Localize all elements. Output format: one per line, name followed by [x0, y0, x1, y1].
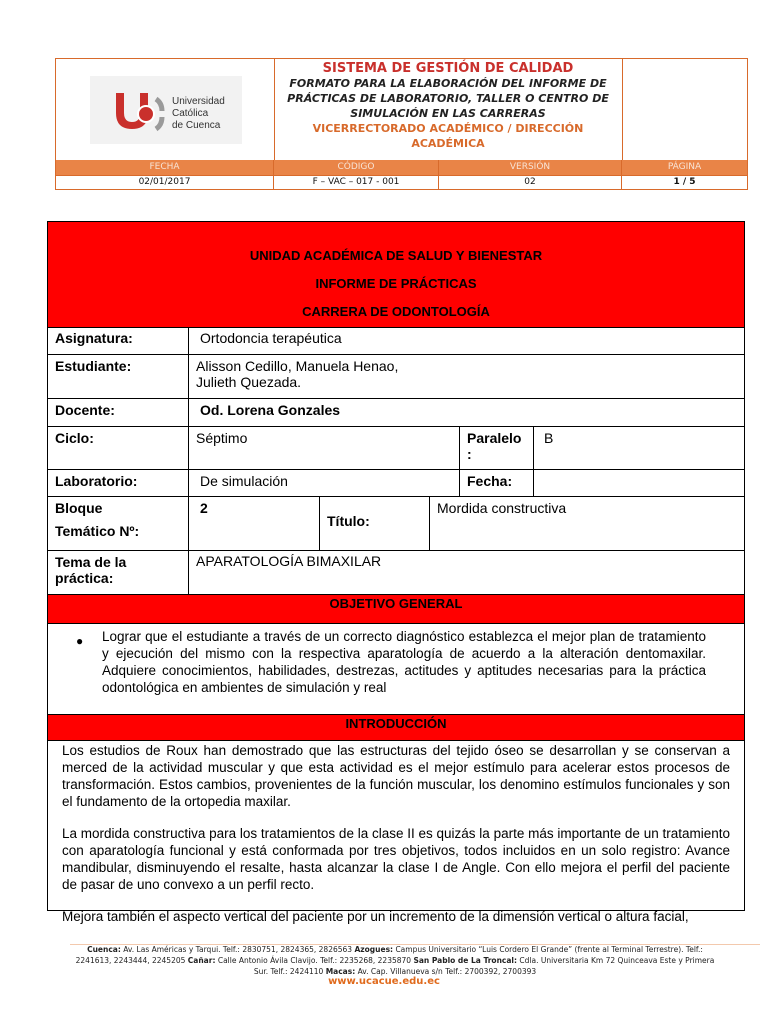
asignatura-value: Ortodoncia terapéutica: [200, 330, 342, 346]
ciclo-value: Séptimo: [189, 427, 460, 469]
objetivo-section: [48, 624, 744, 715]
website-link[interactable]: www.ucacue.edu.ec: [328, 976, 440, 987]
laboratorio-value: De simulación: [189, 470, 460, 496]
title-cell: [274, 59, 623, 160]
blank-cell: [622, 59, 747, 160]
report-banner: [48, 222, 744, 328]
practice-report-form: [47, 221, 745, 924]
header-values-row: [56, 175, 747, 190]
row-estudiante: [48, 355, 744, 399]
objetivo-text: Lograr que el estudiante a través de un correcto diagnóstico establezca el mejor plan de tratamiento y ejecución del mismo con la respectiva aparatología de acuerdo a la alteración dentomaxilar. Adquiere conocimientos, habilidades, destrezas, actitudes y aptitudes necesarias para la práctica odontológica en ambientes de simulación y real: [102, 629, 706, 695]
estudiante-value: Alisson Cedillo, Manuela Henao, Julieth Quezada.: [196, 358, 399, 390]
fecha-header: FECHA: [56, 160, 274, 175]
codigo-value: F – VAC – 017 - 001: [274, 176, 439, 190]
fecha-label: Fecha:: [460, 470, 534, 496]
estudiante-label: Estudiante:: [48, 355, 189, 398]
introduccion-body: [48, 741, 744, 940]
bloque-label: Bloque Temático Nº:: [48, 497, 189, 550]
row-ciclo: [48, 427, 744, 470]
introduccion-heading: INTRODUCCIÓN: [48, 715, 744, 741]
logo-cell: [56, 59, 275, 160]
banner-career: CARRERA DE ODONTOLOGÍA: [302, 304, 490, 319]
docente-label: Docente:: [48, 399, 189, 426]
footer-addresses: Cuenca: Av. Las Américas y Tarqui. Telf.: 2830751, 2824365, 2826563 Azogues: Campus Universitario “Luis Cordero El Grande” (frente al Terminal Terrestre). Telf.: 2241613, 2243444, 2245205 Cañar: Calle Antonio Ávila Clavijo. Telf.: 2235268, 2235870 San Pablo de La Troncal: Cdla. Universitaria Km 72 Quinceava Este y Primera Sur. Telf.: 2424110 Macas: Av. Cap. Villanueva s/n Telf.: 2700392, 2700393: [75, 945, 715, 976]
codigo-header: CÓDIGO: [274, 160, 439, 175]
objetivo-heading: OBJETIVO GENERAL: [48, 595, 744, 624]
asignatura-label: Asignatura:: [48, 327, 189, 354]
university-logo: [90, 76, 242, 144]
format-title: FORMATO PARA LA ELABORACIÓN DEL INFORME DE PRÁCTICAS DE LABORATORIO, TALLER O CENTRO DE SIMULACIÓN EN LAS CARRERAS: [287, 77, 609, 120]
bullet-icon: ●: [76, 634, 84, 648]
university-name: Universidad Católica de Cuenca: [172, 96, 225, 131]
intro-paragraph: Los estudios de Roux han demostrado que las estructuras del tejido óseo se desarrollan y se conservan a merced de la actividad muscular y que esta actividad es el mejor estímulo para acelerar estos procesos de transformación. Estos cambios, provenientes de la función muscular, los denomino estímulos funcionales y son el fundamento de la ortopedia maxilar.: [62, 743, 730, 809]
version-value: 02: [439, 176, 622, 190]
pagina-value: 1 / 5: [673, 177, 696, 187]
version-header: VERSIÓN: [439, 160, 622, 175]
system-title: SISTEMA DE GESTIÓN DE CALIDAD: [322, 61, 574, 76]
fecha-value: 02/01/2017: [56, 176, 274, 190]
paralelo-value: B: [544, 430, 554, 446]
banner-unit: UNIDAD ACADÉMICA DE SALUD Y BIENESTAR: [249, 248, 543, 263]
docente-value: Od. Lorena Gonzales: [200, 402, 341, 418]
row-tema: [48, 551, 744, 595]
tema-label: Tema de la práctica:: [48, 551, 189, 594]
row-docente: [48, 399, 744, 427]
uc-logo-mark: [112, 87, 164, 133]
laboratorio-label: Laboratorio:: [48, 470, 189, 496]
department-title: VICERRECTORADO ACADÉMICO / DIRECCIÓN ACADÉMICA: [312, 122, 584, 150]
bloque-value: 2: [189, 497, 320, 550]
intro-paragraph: Mejora también el aspecto vertical del paciente por un incremento de la dimensión vertical o altura facial,: [62, 909, 689, 924]
intro-paragraph: La mordida constructiva para los tratamientos de la clase II es quizás la parte más importante de un tratamiento con aparatología funcional y está conformada por tres objetivos, todos incluidos en un solo registro: Avance mandibular, disminuyendo el resalte, hasta alcanzar la clase I de Angle. Con ello mejora el perfil del paciente de pasar de uno convexo a un perfil recto.: [62, 826, 730, 892]
titulo-label: Título:: [320, 497, 430, 550]
header-labels-row: [56, 160, 747, 175]
row-bloque: [48, 497, 744, 551]
pagina-header: PÁGINA: [667, 162, 702, 172]
titulo-value: Mordida constructiva: [437, 500, 567, 516]
paralelo-label: Paralelo :: [460, 427, 534, 469]
document-header: [55, 58, 748, 190]
fecha-value: [534, 470, 744, 496]
row-laboratorio: [48, 470, 744, 497]
ciclo-label: Ciclo:: [48, 427, 189, 469]
tema-value: APARATOLOGÍA BIMAXILAR: [196, 553, 382, 569]
banner-report: INFORME DE PRÁCTICAS: [315, 276, 477, 291]
row-asignatura: [48, 327, 744, 355]
